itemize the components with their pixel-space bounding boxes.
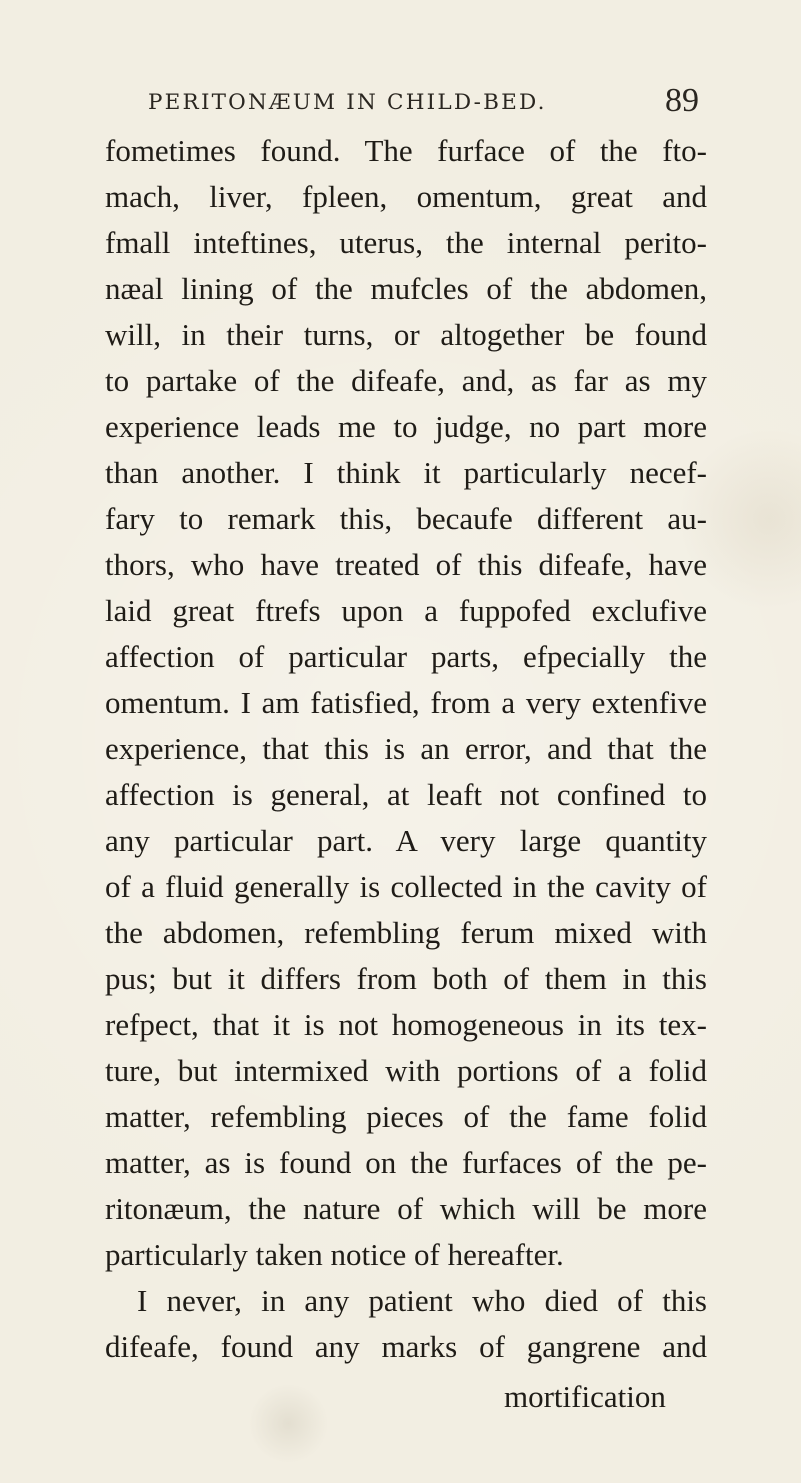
text-line: fary to remark this, becaufe different au- <box>105 501 707 536</box>
text-line: will, in their turns, or altogether be found <box>105 317 707 352</box>
text-line: næal lining of the mufcles of the abdomen, <box>105 271 707 306</box>
text-line: affection of particular parts, efpecially the <box>105 639 707 674</box>
text-line: mach, liver, fpleen, omentum, great and <box>105 179 707 214</box>
text-line: than another. I think it particularly necef- <box>105 455 707 490</box>
running-head: PERITONÆUM IN CHILD-BED. <box>148 90 547 115</box>
text-line: laid great ftrefs upon a fuppofed exclufive <box>105 593 707 628</box>
text-line: particularly taken notice of hereafter. <box>105 1237 564 1272</box>
catchword: mortification <box>504 1379 666 1414</box>
text-line: the abdomen, refembling ferum mixed with <box>105 915 707 950</box>
text-line: affection is general, at leaft not confined to <box>105 777 707 812</box>
text-line: experience leads me to judge, no part more <box>105 409 707 444</box>
text-line: matter, as is found on the furfaces of the pe- <box>105 1145 707 1180</box>
text-line: of a fluid generally is collected in the cavity of <box>105 869 707 904</box>
text-line: omentum. I am fatisfied, from a very extenfive <box>105 685 707 720</box>
text-line: ritonæum, the nature of which will be more <box>105 1191 707 1226</box>
text-line: to partake of the difeafe, and, as far as my <box>105 363 707 398</box>
page-number: 89 <box>665 82 699 119</box>
text-line: matter, refembling pieces of the fame folid <box>105 1099 707 1134</box>
text-line: ture, but intermixed with portions of a folid <box>105 1053 707 1088</box>
text-line: I never, in any patient who died of this <box>137 1283 707 1318</box>
text-line: fmall inteftines, uterus, the internal perito- <box>105 225 707 260</box>
text-line: any particular part. A very large quantity <box>105 823 707 858</box>
text-line: thors, who have treated of this difeafe, have <box>105 547 707 582</box>
text-line: refpect, that it is not homogeneous in its tex- <box>105 1007 707 1042</box>
text-line: difeafe, found any marks of gangrene and <box>105 1329 707 1364</box>
text-line: pus; but it differs from both of them in this <box>105 961 707 996</box>
text-line: experience, that this is an error, and that the <box>105 731 707 766</box>
text-line: fometimes found. The furface of the fto- <box>105 133 707 168</box>
